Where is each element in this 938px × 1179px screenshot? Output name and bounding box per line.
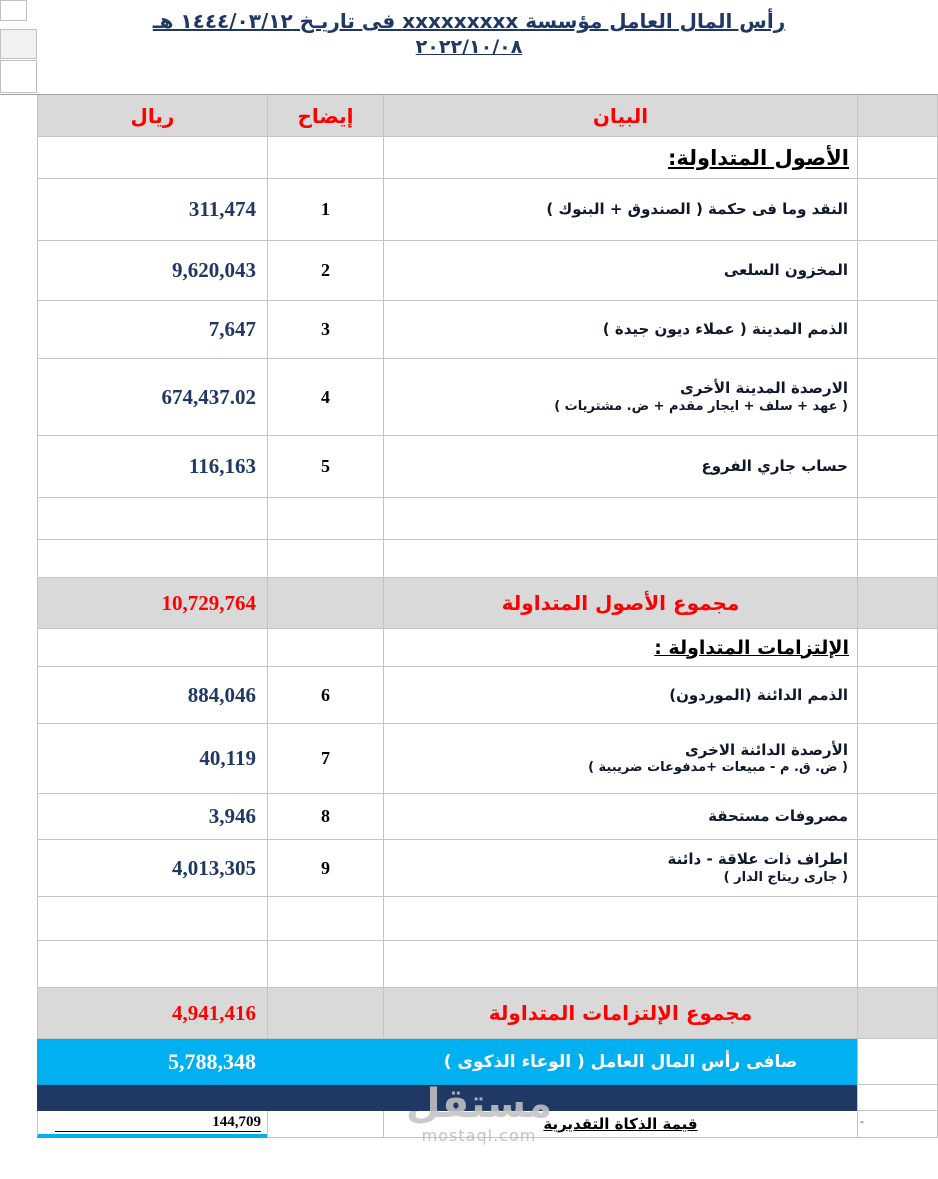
asset-row (0, 179, 938, 241)
gutter-cell (0, 301, 37, 359)
net-working-capital-label: صافى رأس المال العامل ( الوعاء الذكوى ) (383, 1039, 857, 1085)
description-cell (383, 179, 857, 241)
column-header-description: البيان (383, 94, 857, 137)
item-description: اطراف ذات علاقة - دائنة (667, 850, 848, 869)
gutter-cell (0, 137, 37, 179)
empty-row (0, 941, 938, 988)
empty-cell (267, 498, 383, 540)
gutter-cell (857, 578, 938, 629)
item-description-detail: ( عهد + سلف + ايجار مقدم + ض. مشتريات ) (554, 398, 848, 414)
gutter-cell (0, 794, 37, 840)
item-description: حساب جاري الفروع (701, 457, 848, 476)
gutter-cell (857, 629, 938, 667)
gutter-cell (857, 436, 938, 498)
empty-cell (267, 629, 383, 667)
corner-cell (0, 0, 27, 21)
gutter-cell (857, 1085, 938, 1111)
document-date-gregorian: ٢٠٢٢/١٠/٠٨ (415, 36, 523, 58)
gutter-cell (0, 241, 37, 301)
net-working-capital-row (0, 1039, 938, 1085)
amount-cell: 7,647 (37, 301, 267, 359)
gutter-cell (857, 941, 938, 988)
empty-cell (267, 578, 383, 629)
empty-cell (267, 897, 383, 941)
item-description: النقد وما فى حكمة ( الصندوق + البنوك ) (546, 200, 848, 219)
empty-cell (267, 941, 383, 988)
description-cell (383, 667, 857, 724)
gutter-cell (857, 137, 938, 179)
gutter-cell (857, 1039, 938, 1085)
empty-cell (37, 897, 267, 941)
liability-row (0, 794, 938, 840)
description-cell (383, 301, 857, 359)
amount-cell: 3,946 (37, 794, 267, 840)
gutter-cell (0, 1111, 37, 1138)
gutter-cell (0, 897, 37, 941)
spacer-cell (37, 1085, 267, 1111)
empty-cell (267, 540, 383, 578)
item-description: المخزون السلعى (723, 261, 848, 280)
section-title-assets: الأصول المتداولة: (383, 137, 857, 179)
total-liabilities-amount: 4,941,416 (37, 988, 267, 1039)
note-cell: 1 (267, 179, 383, 241)
gutter-cell (857, 301, 938, 359)
total-liabilities-row (0, 988, 938, 1039)
empty-cell (383, 941, 857, 988)
gutter-cell (0, 1085, 37, 1111)
amount-cell: 116,163 (37, 436, 267, 498)
liability-row (0, 840, 938, 897)
description-cell (383, 241, 857, 301)
description-cell (383, 724, 857, 794)
empty-cell (267, 137, 383, 179)
empty-cell (37, 137, 267, 179)
amount-cell: 884,046 (37, 667, 267, 724)
document-title: رأس المال العامل مؤسسة xxxxxxxxx فى تاريـخ ١٤٤٤/٠٣/١٢ هـ (152, 9, 786, 33)
asset-row (0, 359, 938, 436)
zakat-label: قيمة الذكاة التقديرية (383, 1111, 857, 1138)
dash-mark: - (857, 1111, 938, 1138)
asset-row (0, 301, 938, 359)
empty-cell (37, 629, 267, 667)
gutter-cell (0, 94, 37, 137)
empty-cell (37, 540, 267, 578)
amount-cell: 674,437.02 (37, 359, 267, 436)
gutter-cell (0, 988, 37, 1039)
description-cell (383, 794, 857, 840)
total-assets-row (0, 578, 938, 629)
title-block (0, 0, 938, 94)
liability-row (0, 667, 938, 724)
gutter-cell (857, 988, 938, 1039)
gutter-cell (857, 241, 938, 301)
note-cell: 3 (267, 301, 383, 359)
empty-row (0, 498, 938, 540)
watermark-domain: mostaql.com (421, 1126, 537, 1145)
net-working-capital-amount: 5,788,348 (37, 1039, 267, 1085)
column-header-note: إيضاح (267, 94, 383, 137)
table-header-row (0, 94, 938, 137)
asset-row (0, 436, 938, 498)
gutter-cell (0, 179, 37, 241)
zakat-amount: 144,709 (55, 1114, 261, 1132)
total-assets-label: مجموع الأصول المتداولة (383, 578, 857, 629)
amount-cell: 9,620,043 (37, 241, 267, 301)
watermark-logo-text: مستقل (405, 1081, 553, 1127)
spacer-cell (383, 1085, 857, 1111)
column-header-amount: ريال (37, 94, 267, 137)
description-cell (383, 840, 857, 897)
item-description: الذمم المدينة ( عملاء ديون جيدة ) (602, 320, 848, 339)
empty-cell (37, 498, 267, 540)
gutter-cell (857, 724, 938, 794)
gutter-cell (0, 498, 37, 540)
empty-cell (267, 1111, 383, 1138)
section-row-assets (0, 137, 938, 179)
gutter-cell (857, 794, 938, 840)
gutter-cell (0, 724, 37, 794)
note-cell: 2 (267, 241, 383, 301)
item-description: الأرصدة الدائنة الاخرى (684, 740, 848, 759)
total-assets-amount: 10,729,764 (37, 578, 267, 629)
empty-cell (383, 540, 857, 578)
zakat-row (0, 1111, 938, 1138)
empty-row (0, 897, 938, 941)
zakat-amount-cell (37, 1111, 267, 1138)
empty-cell (383, 897, 857, 941)
gutter-cell (0, 578, 37, 629)
header-gutter-cell (857, 94, 938, 137)
note-cell: 4 (267, 359, 383, 436)
item-description: الذمم الدائنة (الموردون) (669, 685, 848, 704)
gutter-cell (857, 540, 938, 578)
description-cell (383, 359, 857, 436)
empty-cell (37, 941, 267, 988)
total-liabilities-label: مجموع الإلتزامات المتداولة (383, 988, 857, 1039)
empty-row (0, 540, 938, 578)
note-cell: 6 (267, 667, 383, 724)
gutter-cell (0, 629, 37, 667)
empty-cell (383, 498, 857, 540)
gutter-cell (857, 667, 938, 724)
gutter-cell (0, 667, 37, 724)
gutter-cell (857, 840, 938, 897)
note-cell: 9 (267, 840, 383, 897)
empty-cell (267, 988, 383, 1039)
gutter-cell (0, 359, 37, 436)
item-description: الارصدة المدينة الأخرى (680, 379, 848, 398)
note-cell: 8 (267, 794, 383, 840)
gutter-cell (0, 840, 37, 897)
note-cell: 7 (267, 724, 383, 794)
spacer-cell (267, 1085, 383, 1111)
liability-row (0, 724, 938, 794)
section-row-liabilities (0, 629, 938, 667)
gutter-cell (0, 436, 37, 498)
item-description: مصروفات مستحقة (708, 807, 848, 826)
section-title-liabilities: الإلتزامات المتداولة : (383, 629, 857, 667)
gutter-cell (857, 897, 938, 941)
corner-cell (0, 29, 37, 59)
note-cell: 5 (267, 436, 383, 498)
item-description-detail: ( ض. ق. م - مبيعات +مدفوعات ضريبية ) (588, 760, 848, 776)
asset-row (0, 241, 938, 301)
corner-cell (0, 60, 37, 93)
navy-spacer-row (0, 1085, 938, 1111)
gutter-cell (0, 941, 37, 988)
gutter-cell (0, 1039, 37, 1085)
item-description-detail: ( جارى ريتاج الدار ) (723, 869, 848, 885)
amount-cell: 311,474 (37, 179, 267, 241)
gutter-cell (857, 179, 938, 241)
gutter-cell (857, 359, 938, 436)
gutter-cell (857, 498, 938, 540)
gutter-cell (0, 540, 37, 578)
description-cell (383, 436, 857, 498)
amount-cell: 40,119 (37, 724, 267, 794)
amount-cell: 4,013,305 (37, 840, 267, 897)
empty-cell (267, 1039, 383, 1085)
